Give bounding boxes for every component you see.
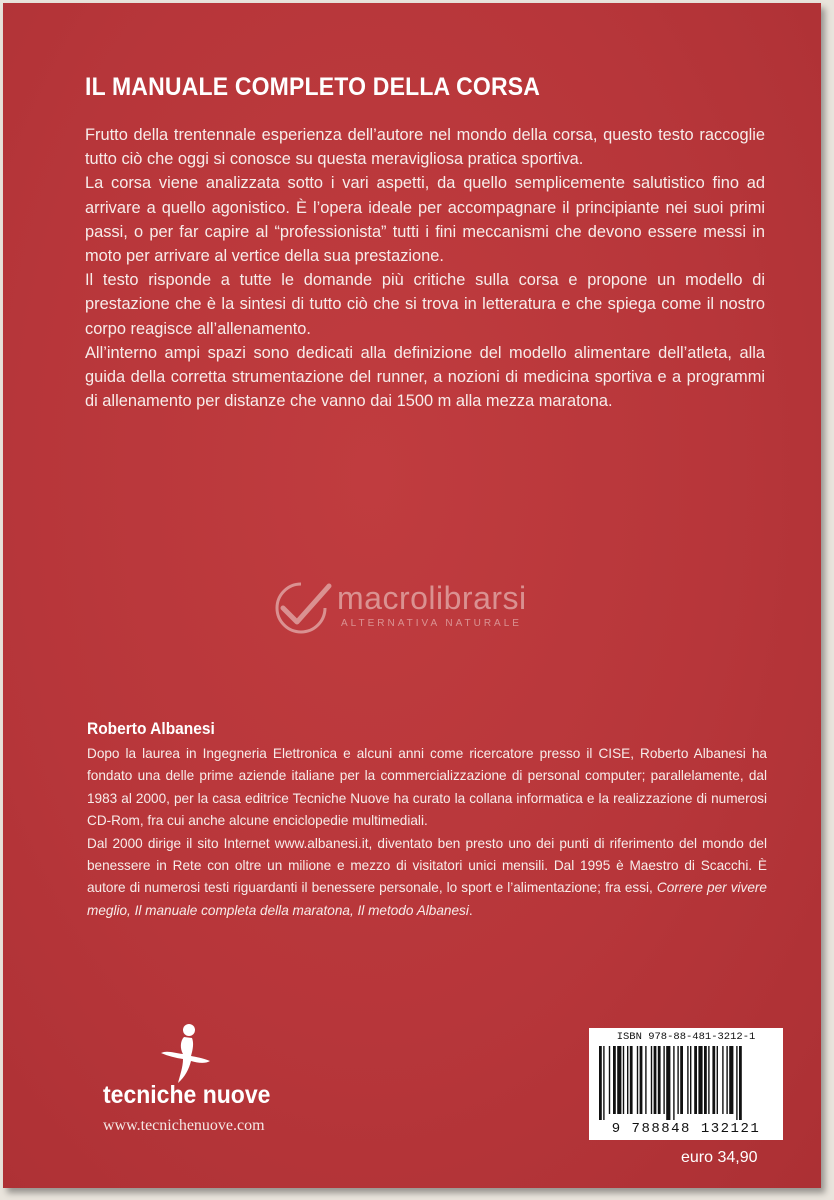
price: euro 34,90 xyxy=(681,1149,758,1166)
isbn-label: ISBN 978-88-481-3212-1 xyxy=(616,1031,756,1043)
barcode-bar xyxy=(658,1046,661,1114)
store-watermark xyxy=(271,578,581,638)
barcode-bar xyxy=(623,1046,624,1114)
barcode-bar xyxy=(627,1046,628,1114)
barcode-bar xyxy=(651,1046,652,1114)
barcode-bar xyxy=(717,1046,718,1114)
blurb-paragraph: La corsa viene analizzata sotto i vari aspetti, da quello semplicemente salutistico fino ad arrivare a quello agonistico. È l’opera ideale per accompagnare il principiante nei suoi primi passi, o per far capire al “professionista” tutti i fini meccanismi che devono essere messi in moto per arrivare al vertice della sua prestazione. xyxy=(85,174,765,266)
barcode-bar xyxy=(712,1046,715,1114)
author-name: Roberto Albanesi xyxy=(87,720,215,738)
bio-book-titles: Correre per vivere meglio, Il manuale completa della maratona, Il metodo Albanesi xyxy=(87,880,767,918)
blurb-paragraph: Il testo risponde a tutte le domande più critiche sulla corsa e propone un modello di prestazione che è la sintesi di tutto ciò che si trova in letteratura e che spiega come il nostro corpo reagisce all’allenamento. xyxy=(85,271,765,338)
bio-end: . xyxy=(468,902,473,918)
barcode-bar xyxy=(687,1046,688,1114)
isbn-barcode xyxy=(589,1028,783,1140)
barcode-bar xyxy=(645,1046,646,1114)
barcode-bar xyxy=(726,1046,727,1114)
barcode-bar xyxy=(654,1046,657,1114)
barcode-digits: 9 788848 132121 xyxy=(611,1121,761,1137)
barcode-bar xyxy=(599,1046,602,1120)
barcode-bar xyxy=(736,1046,737,1120)
barcode-bar xyxy=(673,1046,674,1120)
barcode-bar xyxy=(739,1046,742,1120)
watermark-name: macrolibrarsi xyxy=(337,580,527,616)
publisher-name: tecniche nuove xyxy=(103,1081,271,1109)
bio-paragraph xyxy=(87,833,767,923)
bio-text: Dal 2000 dirige il sito Internet www.albanesi.it, diventato ben presto uno dei punti di riferimento del mondo del benessere in Rete con oltre un milione e mezzo di visitatori unici mensili. Dal 1995 è Maestro di Scacchi. È autore di numerosi testi riguardanti il benessere personale, lo sport e l’alimentazione; fra essi, xyxy=(87,835,767,896)
barcode-bars xyxy=(597,1046,775,1120)
barcode-bar xyxy=(663,1046,664,1114)
barcode-bar xyxy=(704,1046,707,1114)
barcode-bar xyxy=(637,1046,638,1114)
barcode-bar xyxy=(640,1046,643,1114)
book-blurb xyxy=(85,123,765,413)
barcode-bar xyxy=(690,1046,691,1114)
barcode-bar xyxy=(609,1046,610,1114)
barcode-bar xyxy=(613,1046,616,1114)
publisher-url: www.tecnichenuove.com xyxy=(103,1117,265,1134)
barcode-bar xyxy=(729,1046,733,1114)
barcode-bar xyxy=(677,1046,678,1114)
blurb-paragraph: All’interno ampi spazi sono dedicati alla definizione del modello alimentare dell’atleta, alla guida della corretta strumentazione del runner, a nozioni di medicina sportiva e a programmi di allenamento per distanze che vanno dai 1500 m alla mezza maratona. xyxy=(85,343,765,411)
barcode-bar xyxy=(708,1046,709,1114)
watermark-tagline: ALTERNATIVA NATURALE xyxy=(341,618,522,629)
barcode-bar xyxy=(617,1046,621,1114)
barcode-bar xyxy=(630,1046,633,1114)
barcode-bar xyxy=(603,1046,604,1120)
running-figure-logo-icon xyxy=(158,1023,212,1085)
barcode-bar xyxy=(722,1046,723,1114)
barcode-bar xyxy=(680,1046,683,1114)
barcode-bar xyxy=(694,1046,697,1114)
checkmark-swoosh-icon xyxy=(271,578,333,634)
barcode-bar xyxy=(698,1046,702,1114)
book-title: IL MANUALE COMPLETO DELLA CORSA xyxy=(85,73,541,101)
blurb-paragraph: Frutto della trentennale esperienza dell’autore nel mondo della corsa, questo testo raccoglie tutto ciò che oggi si conosce su questa meravigliosa pratica sportiva. xyxy=(85,126,765,169)
book-back-cover xyxy=(3,3,821,1188)
author-bio xyxy=(87,743,767,922)
barcode-bar xyxy=(666,1046,670,1120)
bio-paragraph: Dopo la laurea in Ingegneria Elettronica e alcuni anni come ricercatore presso il CISE, Roberto Albanesi ha fondato una delle prime aziende italiane per la commercializzazione di personal computer; parallelamente, dal 1983 al 2000, per la casa editrice Tecniche Nuove ha curato la collana informatica e la realizzazione di numerosi CD-Rom, fra cui anche alcune enciclopedie multimediali. xyxy=(87,746,767,829)
